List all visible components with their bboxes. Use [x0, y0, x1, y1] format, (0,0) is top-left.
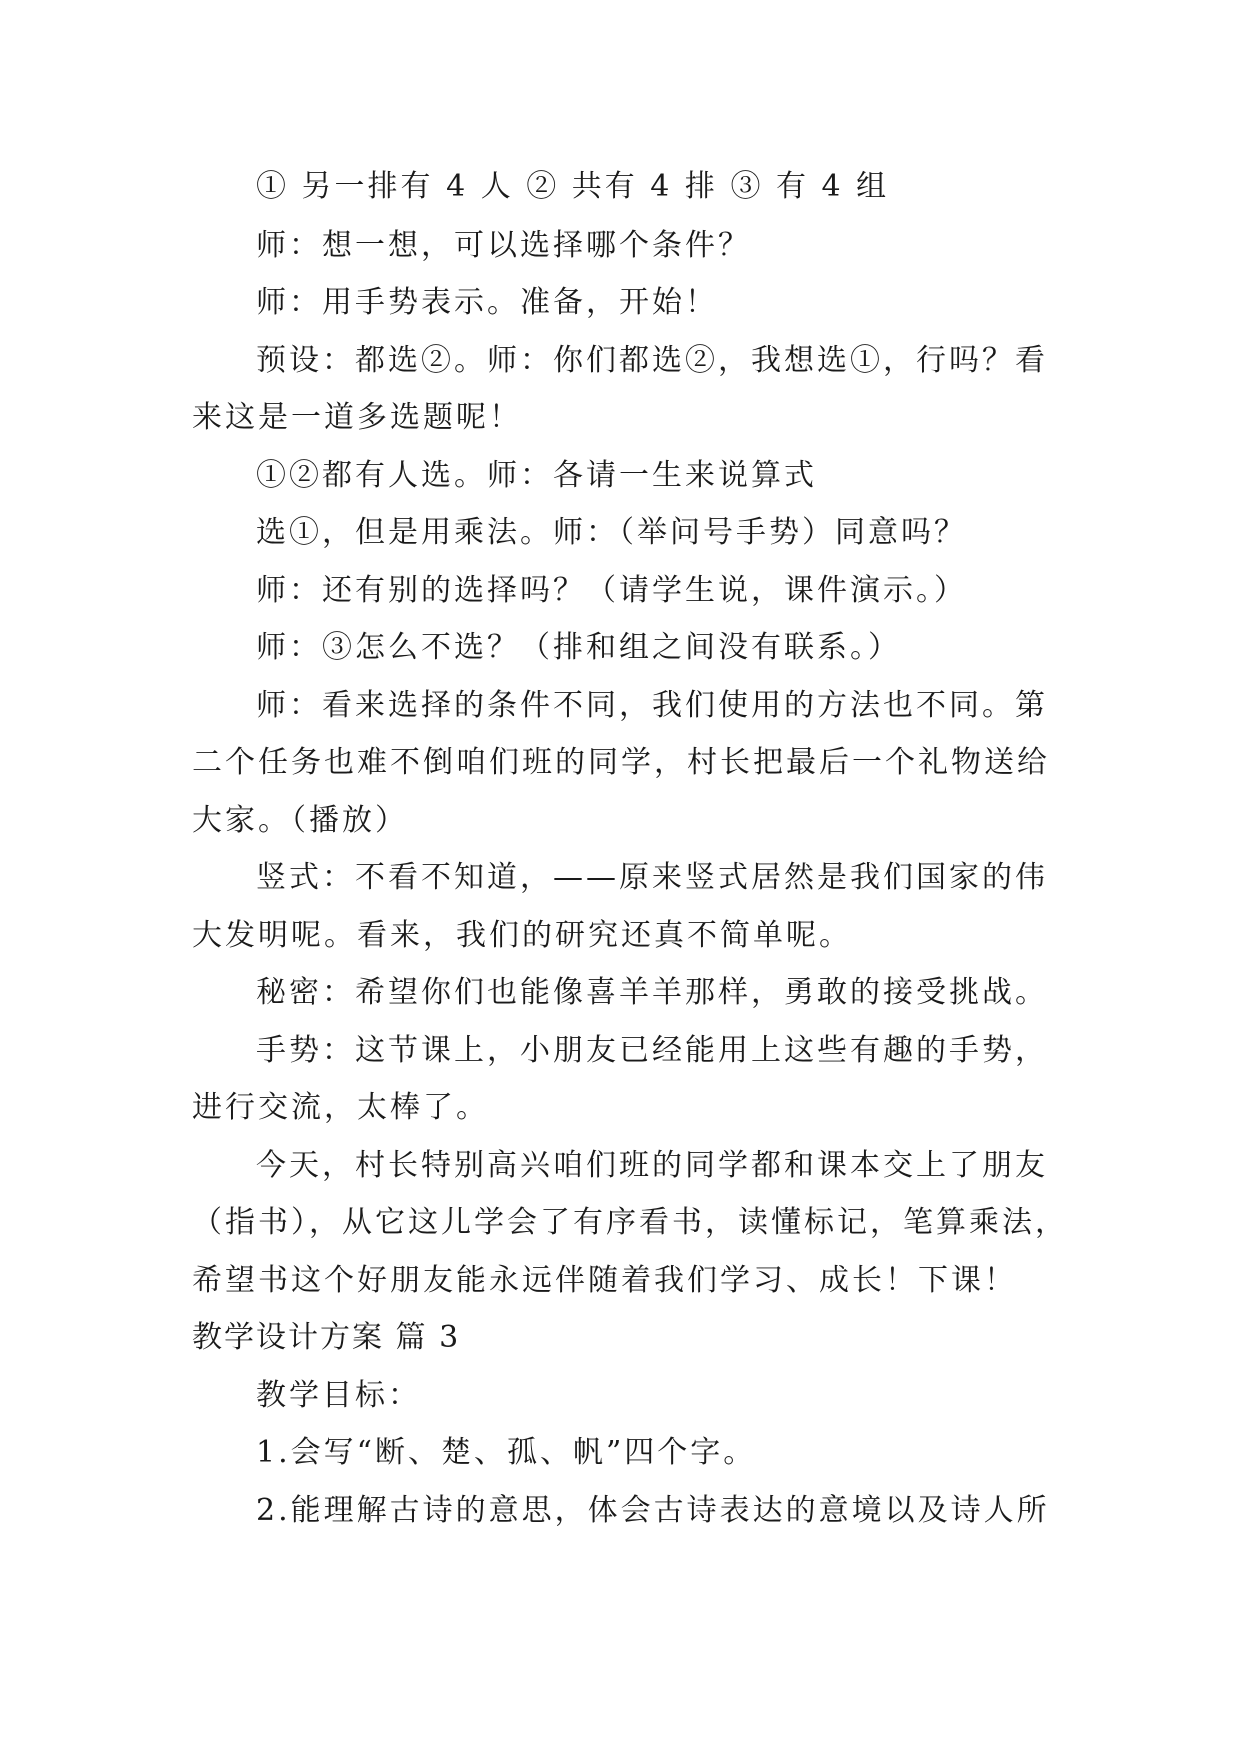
text-line: 1.会写“断、楚、孤、帆”四个字。: [256, 1435, 757, 1470]
text-line: 手势：这节课上，小朋友已经能用上这些有趣的手势，: [256, 1033, 1048, 1068]
text-line: 二个任务也难不倒咱们班的同学，村长把最后一个礼物送给: [192, 745, 1050, 780]
text-line: 来这是一道多选题呢！: [192, 400, 522, 435]
text-line: 秘密：希望你们也能像喜羊羊那样，勇敢的接受挑战。: [256, 975, 1048, 1010]
text-line: （指书），从它这儿学会了有序看书，读懂标记，笔算乘法，: [192, 1205, 1068, 1240]
text-line: 预设：都选②。师：你们都选②，我想选①，行吗？看: [256, 343, 1048, 378]
text-line: 师：还有别的选择吗？（请学生说，课件演示。）: [256, 573, 967, 608]
text-line: ①②都有人选。师：各请一生来说算式: [256, 458, 817, 493]
text-line: 教学目标：: [256, 1378, 421, 1413]
text-line: 竖式：不看不知道，——原来竖式居然是我们国家的伟: [256, 860, 1048, 895]
text-line: 师：看来选择的条件不同，我们使用的方法也不同。第: [256, 688, 1048, 723]
text-line: 今天，村长特别高兴咱们班的同学都和课本交上了朋友: [256, 1148, 1048, 1183]
section-heading: 教学设计方案 篇 3: [192, 1320, 461, 1355]
text-line: 师：③怎么不选？（排和组之间没有联系。）: [256, 630, 901, 665]
text-line: ① 另一排有 4 人 ② 共有 4 排 ③ 有 4 组: [256, 169, 890, 204]
text-line: 选①，但是用乘法。师：（举问号手势）同意吗？: [256, 515, 967, 550]
text-line: 大发明呢。看来，我们的研究还真不简单呢。: [192, 918, 852, 953]
text-line: 师：想一想，可以选择哪个条件？: [256, 228, 751, 263]
text-line: 大家。（播放）: [192, 803, 408, 838]
text-line: 进行交流，太棒了。: [192, 1090, 489, 1125]
text-line: 师：用手势表示。准备，开始！: [256, 285, 718, 320]
text-line: 2.能理解古诗的意思，体会古诗表达的意境以及诗人所: [256, 1493, 1050, 1528]
text-line: 希望书这个好朋友能永远伴随着我们学习、成长！下课！: [192, 1263, 1017, 1298]
